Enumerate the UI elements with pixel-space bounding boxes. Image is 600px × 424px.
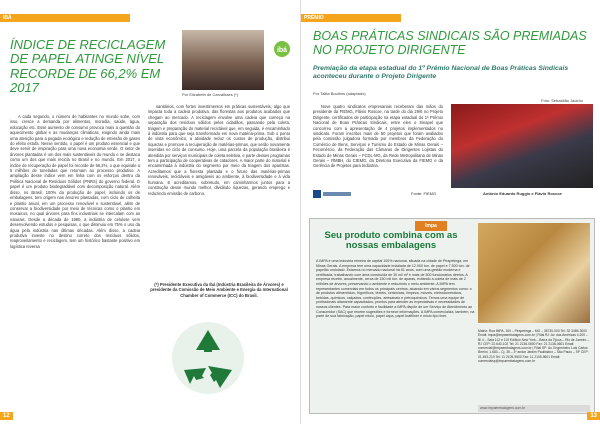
iba-logo	[270, 38, 294, 68]
impa-logo: Impa	[415, 221, 447, 231]
article-column-2	[148, 104, 290, 274]
article-title: ÍNDICE DE RECICLAGEM DE PAPEL ATINGE NÍVEL RECORDE DE 66,2% EM 2017	[10, 37, 166, 95]
fiemg-logo	[313, 188, 353, 200]
article-paragraph: A cada segundo, o número de habitantes no mundo sobe, com isso, cresce a demanda por alimentos, moradia, saúde, água, educação etc. Esse aumento de consumo provoca mais a questão do aquecimento global e as mudanças climáticas, exigindo ainda mais uma atenção para a pegada ecológica e redução de emissão de gases do efeito estufa. Nesse sentido, o papel é um produto essencial e que deve servir de inspiração para uma nova economia verde. O setor de árvores plantadas é um dos mais sustentáveis do mundo e se destaca como um dos que mais recicla no Brasil e no mundo. Em 2017, o índice de recuperação de papel foi recorde de 66,2%, o que equivale a 5 milhões de toneladas que retornam ao processo produtivo. A ampliação desse índice vem em linha com os esforços dentro da Política Nacional de Resíduos Sólidos (PNRS) do governo federal. O papel é um produto biodegradável com decomposição natural. Além disso, no Brasil, 100% da produção de papel, incluindo os de embalagens, tem origem nas árvores plantadas, com ciclo de colheita e plantio anual, em um processo renovável e sustentável, além de conservar a biodiversidade por meio de técnicas como o plantio em mosaicos, no qual árvores para fins industriais se intercalam com as naturais. Desde a década de 1980, a indústria de celulose vem desenvolvendo estudos e pesquisas, o que diminuiu em 75% o uso da água pela indústria nas últimas décadas. Além disso, a cadeia produtiva investe no destino correto dos resíduos sólidos, reaproveitamento e reciclagem, tem um histórico bastante positivo em logística reversa	[10, 114, 140, 249]
photo-caption: Antônio Eduardo Ruggio e Flávio Roscoe	[483, 191, 562, 196]
award-photo	[451, 104, 593, 188]
ad-website[interactable]: www.impaembalagens.com.br	[478, 405, 590, 412]
author-photo	[182, 30, 264, 90]
right-page	[300, 0, 600, 424]
article-byline: Por Talita Boulhos (adaptado)	[313, 91, 366, 96]
author-footnote: (*) Presidente Executiva da Ibá (Indústria Brasileira de Árvores) e presidente da Comissão de Meio Ambiente e Energia da International Chamber of Commerce (ICC) do Brasil.	[150, 282, 288, 298]
impa-advertisement	[309, 218, 595, 414]
article-paragraph: Nove quatro sindicatos empresariais receberam das mãos do presidente da FIEMG, Flávio Roscoe, na tarde do dia 29/6 no Projeto Dirigente, certificados de participação na etapa estadual do 1º Prêmio Nacional de Boas Práticas Sindicais, entre eles o Sinapel que concorreu com a apresentação de 4 projetos implementados no sindicato. Foram inscritos mais de 50 projetos que foram avaliados pela comissão julgadora formada por membros da Federação do Comércio de Bens, Serviços e Turismo do Estado de Minas Gerais – Fecomércio, da Federação das Câmaras de Dirigentes Lojistas do Estado de Minas Gerais – FCDL-MG, da Rede Metropolitana de Minas Gerais – RMBH, do CIEMG, da Diretoria Executiva da FIEMG e da Gerência de Projetos para Indústria.	[313, 104, 443, 169]
article-title: BOAS PRÁTICAS SINDICAIS SÃO PREMIADAS NO PROJETO DIRIGENTE	[313, 29, 587, 57]
page-number-right: 13	[587, 412, 600, 420]
article-column	[313, 104, 443, 184]
ad-body: A IMPA é uma indústria mineira de capital 100% nacional, situada na cidade de Pirapetinga, em Minas Gerais. A empresa tem uma capacidade instalada de 12.000 ton. de papel e 7.500 ton. de papelão ondulado. Estamos no mercado nacional há 61 anos, com uma gestão moderna e certificada, trabalhando com área construída de 30 mil m² e mais de 500 funcionários diretos. A empresa recebe, anualmente, cerca de 150 mil ton. de aparas, evitando a coleta de mais de 2 milhões de árvores, preservando o ambiente e reduzindo o meio ambiente. A IMPA tem representantes comerciais em todos os principais centros, atuando em vários segmentos como: o de produtos alimentícios, frigoríficos, têxteis, cerâmicas, limpeza, móveis, eletrodomésticos, bebidas, químicos, calçados, confecções, artesanato e petroquímicos. Temos uma equipe de profissionais altamente capacitados, prontos para atender as expectativas e necessidades de nossos clientes. Para maior conforto e facilidade a IMPA dispõe de um Serviço de Atendimento ao Consumidor (SAC) que recebe sugestões e fornece informações. A IMPA comercializa, também, na parte de sua fabricação, papel miolo, papel capa, papel kraftliner e miolo tipo liner.	[316, 259, 475, 319]
section-tag-iba: IBÁ	[0, 14, 130, 22]
article-subtitle: Premiação da etapa estadual do 1º Prêmio Nacional de Boas Práticas Sindicais aconteceu durante o Projeto Dirigente	[313, 65, 569, 81]
article-paragraph: sanitários, com fortes investimentos em práticas sustentáveis, algo que impacta toda a cadeia produtiva, das florestas aos produtos acabados que chegam ao mercado. A reciclagem envolve uma cadeia que começa na separação dos resíduos sólidos pelos cidadãos, passando pela coleta, triagem e preparação do material reciclável que, em seguida, é encaminhado à indústria para que seja transformado em nova matéria-prima. Sob o ponto de vista econômico, a atividade reduz os custos de produção, distribui riquezas e promove a recuperação de matérias-primas, que serão novamente inseridas no ciclo de consumo. Hoje, uma parcela da população brasileira é atendida por serviços municipais de coleta seletiva, e parte desses programas tem a participação de cooperativas de catadores. A maior parte do material é encaminhada à indústria do segmento por meio da triagem dos aparistas. Acreditamos que a floresta plantada e o futuro das matérias-primas renováveis, recicláveis e amigáveis ao ambiente, à biodiversidade e à vida humana. E acreditamos, sobretudo, em caminharmos juntos para a construção desse mundo melhor, dividindo riquezas, gerando emprego e reduzindo emissão de carbono.	[148, 104, 290, 196]
article-column-1	[10, 114, 140, 414]
packaging-photo	[478, 223, 590, 323]
section-tag-premio: PRÊMIO	[301, 14, 401, 22]
author-byline: Por Elizabeth de Carvalhaes (*)	[182, 92, 239, 97]
ad-contacts: Matriz: Rua IMPA, 160 – Pirapetinga – MG – 36730-000 Tel: 32 3465-3000 Email: impa@impaembalagens.com.br | Filial RJ: Av. das Américas 4.200 – Bl 4 – Sala 112 e 119 Edifício New York – Barra da Tijuca – Rio de Janeiro – RJ CEP: 22.640-102 Tel: 21 2136-0600 Fax: 21 2136-0601 Email: comercial@impaembalagens.com.br | Filial SP: Av. Engenheiro Luis Carlos Berrini, 1.683 – Cj. 35 – 3º andar Jardim Paulistano – São Paulo – SP CEP: 01.453-210 Tel: 11 2105-9500 Fax: 11 2105-9601 Email: comercialsp@impaembalagens.com.br	[478, 329, 590, 364]
photo-source: Fonte: FIEMG	[411, 191, 437, 196]
ad-headline: Seu produto combina com as nossas embalagens	[324, 230, 458, 252]
recycle-icon	[168, 318, 248, 398]
photo-credit: Foto: Sebastião Jacinto	[541, 98, 583, 103]
page-number-left: 12	[0, 412, 13, 420]
svg-text:ibá: ibá	[276, 47, 288, 54]
